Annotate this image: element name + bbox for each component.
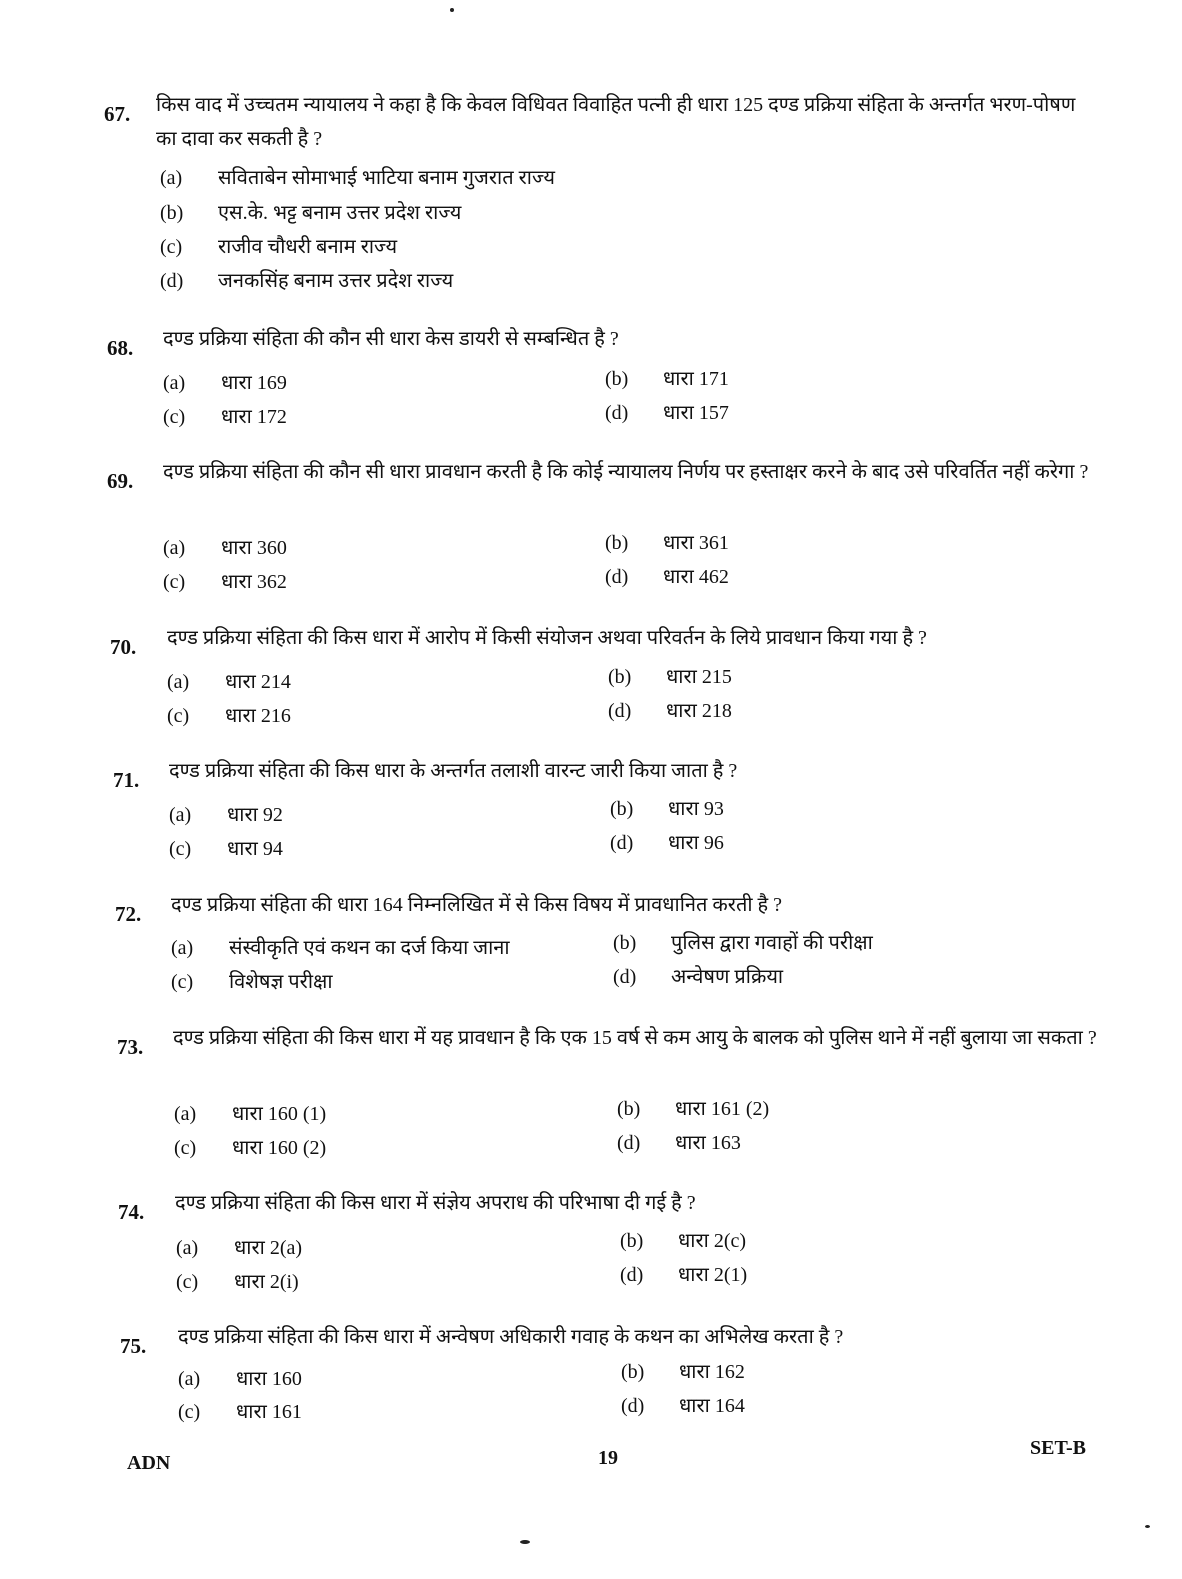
option-text: धारा 361	[663, 532, 729, 554]
option-label: (a)	[174, 1103, 197, 1125]
question-text: दण्ड प्रक्रिया संहिता की किस धारा में आरोप में किसी संयोजन अथवा परिवर्तन के लिये प्रावधान किया गया है ?	[167, 627, 927, 649]
option-c	[176, 1267, 299, 1294]
option-c	[163, 402, 287, 429]
option-c	[163, 567, 287, 594]
option-label: (b)	[605, 532, 629, 554]
question-text: दण्ड प्रक्रिया संहिता की कौन सी धारा केस डायरी से सम्बन्धित है ?	[163, 328, 619, 350]
option-label: (c)	[171, 971, 194, 993]
option-text: धारा 214	[225, 671, 291, 693]
option-b	[620, 1226, 746, 1253]
option-a	[169, 800, 283, 827]
question-number: 68.	[107, 336, 134, 360]
option-label: (d)	[610, 832, 634, 854]
question-number: 73.	[117, 1035, 144, 1059]
option-d	[613, 962, 783, 989]
question-text: दण्ड प्रक्रिया संहिता की किस धारा में अन्वेषण अधिकारी गवाह के कथन का अभिलेख करता है ?	[178, 1326, 844, 1348]
option-b	[605, 528, 729, 555]
option-label: (c)	[174, 1137, 197, 1159]
option-text: धारा 96	[668, 832, 724, 854]
option-c	[160, 232, 397, 259]
option-c	[178, 1397, 302, 1424]
option-text: धारा 164	[679, 1395, 745, 1417]
option-text: धारा 162	[679, 1361, 745, 1383]
option-label: (d)	[620, 1264, 644, 1286]
option-text: धारा 218	[666, 700, 732, 722]
option-c	[174, 1133, 326, 1160]
option-label: (c)	[178, 1401, 201, 1423]
option-label: (d)	[160, 270, 184, 292]
question-text: किस वाद में उच्चतम न्यायालय ने कहा है कि केवल विधिवत विवाहित पत्नी ही धारा 125 दण्ड प्रक्रिया संहिता के अन्तर्गत भरण-पोषण का दावा कर सकती है ?	[156, 94, 1076, 150]
question-number: 69.	[107, 469, 134, 493]
option-label: (b)	[617, 1098, 641, 1120]
option-d	[617, 1128, 741, 1155]
option-c	[169, 834, 283, 861]
scan-speck	[520, 1540, 530, 1544]
question-text: दण्ड प्रक्रिया संहिता की किस धारा में यह प्रावधान है कि एक 15 वर्ष से कम आयु के बालक को पुलिस थाने में नहीं बुलाया जा सकता ?	[173, 1027, 1097, 1049]
option-label: (d)	[621, 1395, 645, 1417]
option-b	[613, 928, 873, 955]
option-label: (a)	[163, 537, 186, 559]
option-label: (a)	[178, 1368, 201, 1390]
option-label: (a)	[169, 804, 192, 826]
page-number: 19	[598, 1447, 618, 1469]
option-label: (d)	[617, 1132, 641, 1154]
option-label: (b)	[621, 1361, 645, 1383]
option-d	[605, 398, 729, 425]
option-text: धारा 362	[221, 571, 287, 593]
option-text: धारा 92	[227, 804, 283, 826]
option-text: जनकसिंह बनाम उत्तर प्रदेश राज्य	[218, 270, 454, 292]
option-b	[160, 198, 461, 225]
option-text: पुलिस द्वारा गवाहों की परीक्षा	[671, 932, 873, 954]
question-number: 71.	[113, 768, 140, 792]
option-text: धारा 2(1)	[678, 1264, 748, 1286]
option-label: (d)	[605, 402, 629, 424]
option-text: धारा 160 (1)	[232, 1103, 327, 1125]
option-b	[617, 1094, 769, 1121]
question-text: दण्ड प्रक्रिया संहिता की किस धारा में संज्ञेय अपराध की परिभाषा दी गई है ?	[175, 1192, 696, 1214]
question-number: 72.	[115, 902, 142, 926]
option-text: धारा 172	[221, 406, 287, 428]
option-text: धारा 169	[221, 372, 287, 394]
option-text: धारा 216	[225, 705, 291, 727]
option-text: धारा 2(a)	[234, 1237, 303, 1259]
option-text: धारा 161	[236, 1401, 302, 1423]
option-text: एस.के. भट्ट बनाम उत्तर प्रदेश राज्य	[218, 202, 462, 224]
option-d	[621, 1391, 745, 1418]
option-label: (c)	[163, 571, 186, 593]
option-d	[610, 828, 724, 855]
question-text: दण्ड प्रक्रिया संहिता की कौन सी धारा प्रावधान करती है कि कोई न्यायालय निर्णय पर हस्ताक्षर करने के बाद उसे परिवर्तित नहीं करेगा ?	[163, 461, 1089, 483]
option-text: धारा 94	[227, 838, 283, 860]
option-text: विशेषज्ञ परीक्षा	[229, 971, 333, 993]
option-text: धारा 462	[663, 566, 729, 588]
option-b	[621, 1357, 745, 1384]
option-a	[171, 933, 510, 960]
option-label: (b)	[613, 932, 637, 954]
option-label: (b)	[608, 666, 632, 688]
question-number: 74.	[118, 1200, 145, 1224]
option-text: धारा 215	[666, 666, 732, 688]
option-label: (c)	[160, 236, 183, 258]
scan-speck	[1145, 1525, 1150, 1528]
option-text: धारा 93	[668, 798, 724, 820]
option-text: धारा 157	[663, 402, 729, 424]
option-label: (b)	[160, 202, 184, 224]
option-label: (a)	[167, 671, 190, 693]
question-number: 75.	[120, 1334, 147, 1358]
option-label: (d)	[613, 966, 637, 988]
option-a	[160, 163, 555, 190]
option-a	[176, 1233, 302, 1260]
question-number: 67.	[104, 102, 131, 126]
option-label: (d)	[608, 700, 632, 722]
option-text: धारा 161 (2)	[675, 1098, 770, 1120]
option-c	[171, 967, 333, 994]
option-text: संस्वीकृति एवं कथन का दर्ज किया जाना	[229, 937, 510, 959]
option-label: (a)	[163, 372, 186, 394]
option-label: (a)	[176, 1237, 199, 1259]
option-text: धारा 2(i)	[234, 1271, 299, 1293]
option-text: धारा 360	[221, 537, 287, 559]
option-b	[608, 662, 732, 689]
option-a	[178, 1364, 302, 1391]
question-text: दण्ड प्रक्रिया संहिता की किस धारा के अन्तर्गत तलाशी वारन्ट जारी किया जाता है ?	[169, 760, 738, 782]
footer-code: ADN	[127, 1452, 171, 1474]
option-label: (a)	[160, 167, 183, 189]
option-label: (c)	[169, 838, 192, 860]
option-text: धारा 163	[675, 1132, 741, 1154]
option-label: (c)	[167, 705, 190, 727]
option-d	[605, 562, 729, 589]
option-c	[167, 701, 291, 728]
option-label: (b)	[620, 1230, 644, 1252]
option-a	[163, 533, 287, 560]
option-d	[160, 266, 453, 293]
option-b	[605, 364, 729, 391]
option-d	[608, 696, 732, 723]
option-text: धारा 171	[663, 368, 729, 390]
option-text: अन्वेषण प्रक्रिया	[671, 966, 784, 988]
question-text: दण्ड प्रक्रिया संहिता की धारा 164 निम्नलिखित में से किस विषय में प्रावधानित करती है ?	[171, 894, 783, 916]
option-d	[620, 1260, 747, 1287]
question-number: 70.	[110, 635, 137, 659]
option-label: (b)	[605, 368, 629, 390]
option-text: धारा 160 (2)	[232, 1137, 327, 1159]
option-a	[167, 667, 291, 694]
option-a	[174, 1099, 326, 1126]
option-label: (c)	[163, 406, 186, 428]
option-label: (a)	[171, 937, 194, 959]
option-label: (d)	[605, 566, 629, 588]
scan-speck	[450, 8, 454, 12]
option-label: (b)	[610, 798, 634, 820]
option-b	[610, 794, 724, 821]
option-a	[163, 368, 287, 395]
set-label: SET-B	[1030, 1437, 1086, 1459]
option-text: सविताबेन सोमाभाई भाटिया बनाम गुजरात राज्य	[218, 167, 556, 189]
option-text: राजीव चौधरी बनाम राज्य	[218, 236, 398, 258]
option-label: (c)	[176, 1271, 199, 1293]
option-text: धारा 160	[236, 1368, 302, 1390]
option-text: धारा 2(c)	[678, 1230, 747, 1252]
